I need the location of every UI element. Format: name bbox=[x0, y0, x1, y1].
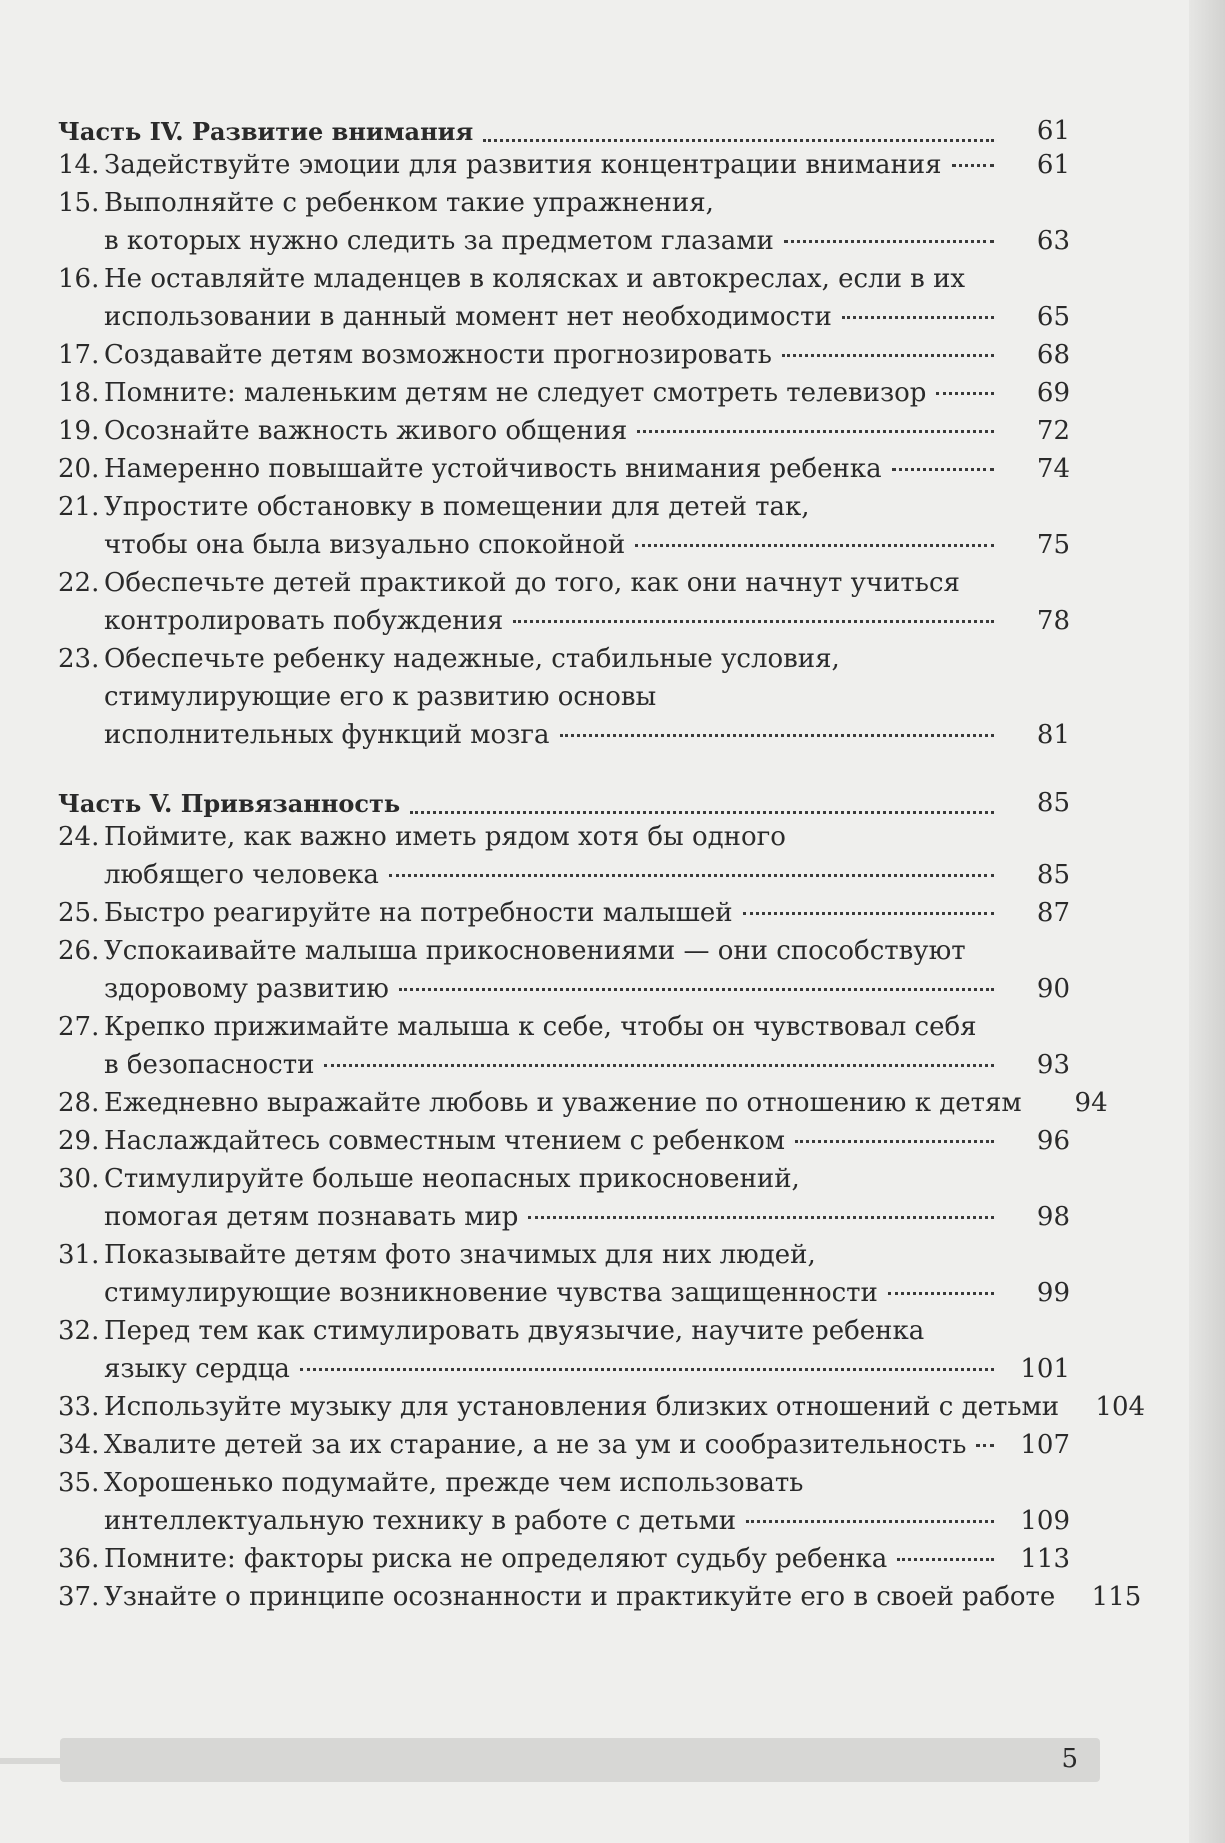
dot-leader bbox=[897, 1554, 994, 1561]
entry-page-number: 101 bbox=[1020, 1354, 1070, 1384]
entry-number: 15. bbox=[58, 188, 100, 218]
entry-title-line: Используйте музыку для установления близких отношений с детьми bbox=[104, 1392, 1060, 1422]
dot-leader bbox=[528, 1212, 994, 1219]
entry-number: 31. bbox=[58, 1240, 100, 1270]
toc-entry bbox=[58, 640, 1070, 754]
entry-title-line: Наслаждайтесь совместным чтением с ребенком bbox=[104, 1126, 786, 1156]
entry-page-number: 69 bbox=[1036, 378, 1070, 408]
entry-page-number: 74 bbox=[1036, 454, 1070, 484]
toc-entry bbox=[58, 1312, 1070, 1388]
dot-leader bbox=[936, 388, 994, 395]
toc-entry bbox=[58, 564, 1070, 640]
entry-title-line: Узнайте о принципе осознанности и практикуйте его в своей работе bbox=[104, 1582, 1056, 1612]
entry-number: 26. bbox=[58, 936, 100, 966]
entry-title-line: использовании в данный момент нет необходимости bbox=[104, 302, 832, 332]
entry-number: 28. bbox=[58, 1088, 100, 1118]
toc-entry bbox=[58, 1426, 1070, 1464]
entry-title-line: Хвалите детей за их старание, а не за ум и сообразительность bbox=[104, 1430, 967, 1460]
part-page-number: 85 bbox=[1036, 788, 1070, 818]
dot-leader bbox=[324, 1060, 994, 1067]
part-page-number: 61 bbox=[1036, 116, 1070, 146]
entry-number: 32. bbox=[58, 1316, 100, 1346]
entry-number: 27. bbox=[58, 1012, 100, 1042]
dot-leader bbox=[410, 807, 994, 814]
entry-number: 19. bbox=[58, 416, 100, 446]
entry-page-number: 113 bbox=[1020, 1544, 1070, 1574]
entry-page-number: 98 bbox=[1036, 1202, 1070, 1232]
entry-title-line: интеллектуальную технику в работе с детьми bbox=[104, 1506, 737, 1536]
toc-entry bbox=[58, 260, 1070, 336]
entry-page-number: 75 bbox=[1036, 530, 1070, 560]
entry-page-number: 78 bbox=[1036, 606, 1070, 636]
entry-page-number: 104 bbox=[1095, 1392, 1146, 1422]
toc-entry bbox=[58, 336, 1070, 374]
entry-page-number: 72 bbox=[1036, 416, 1070, 446]
entry-number: 29. bbox=[58, 1126, 100, 1156]
entry-title-line: Крепко прижимайте малыша к себе, чтобы он чувствовал себя bbox=[104, 1012, 977, 1042]
page-edge bbox=[1189, 0, 1225, 1843]
toc-entry bbox=[58, 1160, 1070, 1236]
entry-page-number: 109 bbox=[1020, 1506, 1070, 1536]
entry-number: 23. bbox=[58, 644, 100, 674]
dot-leader bbox=[952, 160, 994, 167]
dot-leader bbox=[389, 870, 994, 877]
entry-page-number: 61 bbox=[1036, 150, 1070, 180]
entry-title-line: Успокаивайте малыша прикосновениями — они способствуют bbox=[104, 936, 966, 966]
entry-number: 37. bbox=[58, 1582, 100, 1612]
entry-title-line: Осознайте важность живого общения bbox=[104, 416, 628, 446]
dot-leader bbox=[483, 135, 994, 142]
toc-entry bbox=[58, 1464, 1070, 1540]
entry-number: 24. bbox=[58, 822, 100, 852]
toc-part-heading bbox=[58, 780, 1070, 818]
entry-title-line: стимулирующие возникновение чувства защищенности bbox=[104, 1278, 878, 1308]
entry-number: 21. bbox=[58, 492, 100, 522]
entry-number: 25. bbox=[58, 898, 100, 928]
table-of-contents bbox=[58, 108, 1146, 1616]
entry-title-line: Обеспечьте детей практикой до того, как они начнут учиться bbox=[104, 568, 960, 598]
entry-title-line: исполнительных функций мозга bbox=[104, 720, 550, 750]
entry-page-number: 65 bbox=[1036, 302, 1070, 332]
toc-entry bbox=[58, 1388, 1146, 1426]
entry-title-line: Хорошенько подумайте, прежде чем использовать bbox=[104, 1468, 804, 1498]
dot-leader bbox=[842, 312, 994, 319]
dot-leader bbox=[795, 1136, 994, 1143]
entry-title-line: в безопасности bbox=[104, 1050, 315, 1080]
toc-entry bbox=[58, 374, 1070, 412]
toc-entry bbox=[58, 1122, 1070, 1160]
entry-title-line: Помните: факторы риска не определяют судьбу ребенка bbox=[104, 1544, 888, 1574]
entry-title-line: Показывайте детям фото значимых для них людей, bbox=[104, 1240, 816, 1270]
page-number: 5 bbox=[1061, 1744, 1078, 1774]
toc-entry bbox=[58, 1008, 1070, 1084]
entry-number: 30. bbox=[58, 1164, 100, 1194]
toc-entry bbox=[58, 184, 1070, 260]
entry-title-line: Помните: маленьким детям не следует смотреть телевизор bbox=[104, 378, 927, 408]
part-title: Часть V. Привязанность bbox=[58, 789, 401, 818]
entry-title-line: языку сердца bbox=[104, 1354, 290, 1384]
toc-entry bbox=[58, 488, 1070, 564]
entry-page-number: 93 bbox=[1036, 1050, 1070, 1080]
dot-leader bbox=[300, 1364, 994, 1371]
entry-title-line: Быстро реагируйте на потребности малышей bbox=[104, 898, 733, 928]
dot-leader bbox=[782, 350, 994, 357]
entry-number: 16. bbox=[58, 264, 100, 294]
toc-part-heading bbox=[58, 108, 1070, 146]
entry-title-line: контролировать побуждения bbox=[104, 606, 504, 636]
entry-page-number: 85 bbox=[1036, 860, 1070, 890]
entry-page-number: 63 bbox=[1036, 226, 1070, 256]
entry-title-line: Создавайте детям возможности прогнозировать bbox=[104, 340, 772, 370]
entry-page-number: 99 bbox=[1036, 1278, 1070, 1308]
toc-entry bbox=[58, 450, 1070, 488]
dot-leader bbox=[635, 540, 994, 547]
entry-page-number: 107 bbox=[1020, 1430, 1070, 1460]
entry-title-line: Перед тем как стимулировать двуязычие, научите ребенка bbox=[104, 1316, 925, 1346]
entry-title-line: Намеренно повышайте устойчивость внимания ребенка bbox=[104, 454, 882, 484]
entry-number: 20. bbox=[58, 454, 100, 484]
toc-entry bbox=[58, 1084, 1108, 1122]
entry-number: 34. bbox=[58, 1430, 100, 1460]
toc-entry bbox=[58, 932, 1070, 1008]
page-footer bbox=[60, 1738, 1100, 1782]
entry-title-line: Поймите, как важно иметь рядом хотя бы одного bbox=[104, 822, 786, 852]
part-title: Часть IV. Развитие внимания bbox=[58, 117, 474, 146]
entry-title-line: Стимулируйте больше неопасных прикосновений, bbox=[104, 1164, 800, 1194]
entry-page-number: 81 bbox=[1036, 720, 1070, 750]
entry-number: 33. bbox=[58, 1392, 100, 1422]
entry-title-line: в которых нужно следить за предметом глазами bbox=[104, 226, 774, 256]
entry-page-number: 68 bbox=[1036, 340, 1070, 370]
toc-entry bbox=[58, 1540, 1070, 1578]
entry-title-line: чтобы она была визуально спокойной bbox=[104, 530, 626, 560]
entry-title-line: стимулирующие его к развитию основы bbox=[104, 682, 657, 712]
dot-leader bbox=[399, 984, 994, 991]
dot-leader bbox=[513, 616, 994, 623]
dot-leader bbox=[560, 730, 995, 737]
entry-title-line: Обеспечьте ребенку надежные, стабильные условия, bbox=[104, 644, 840, 674]
toc-entry bbox=[58, 146, 1070, 184]
dot-leader bbox=[892, 464, 994, 471]
dot-leader bbox=[637, 426, 994, 433]
entry-title-line: Упростите обстановку в помещении для детей так, bbox=[104, 492, 810, 522]
dot-leader bbox=[746, 1516, 994, 1523]
toc-entry bbox=[58, 894, 1070, 932]
entry-page-number: 90 bbox=[1036, 974, 1070, 1004]
entry-title-line: Задействуйте эмоции для развития концентрации внимания bbox=[104, 150, 942, 180]
entry-page-number: 96 bbox=[1036, 1126, 1070, 1156]
entry-title-line: здоровому развитию bbox=[104, 974, 389, 1004]
toc-entry bbox=[58, 1578, 1142, 1616]
entry-title-line: Ежедневно выражайте любовь и уважение по отношению к детям bbox=[104, 1088, 1022, 1118]
toc-entry bbox=[58, 818, 1070, 894]
entry-title-line: помогая детям познавать мир bbox=[104, 1202, 519, 1232]
dot-leader bbox=[976, 1440, 994, 1447]
entry-number: 35. bbox=[58, 1468, 100, 1498]
entry-page-number: 115 bbox=[1091, 1582, 1142, 1612]
entry-title-line: Выполняйте с ребенком такие упражнения, bbox=[104, 188, 714, 218]
entry-page-number: 94 bbox=[1074, 1088, 1108, 1118]
dot-leader bbox=[743, 908, 994, 915]
entry-title-line: любящего человека bbox=[104, 860, 379, 890]
footer-rule bbox=[0, 1758, 62, 1764]
toc-entry bbox=[58, 412, 1070, 450]
entry-number: 22. bbox=[58, 568, 100, 598]
entry-number: 14. bbox=[58, 150, 100, 180]
dot-leader bbox=[888, 1288, 994, 1295]
toc-entry bbox=[58, 1236, 1070, 1312]
entry-number: 17. bbox=[58, 340, 100, 370]
entry-number: 18. bbox=[58, 378, 100, 408]
entry-title-line: Не оставляйте младенцев в колясках и автокреслах, если в их bbox=[104, 264, 966, 294]
entry-number: 36. bbox=[58, 1544, 100, 1574]
entry-page-number: 87 bbox=[1036, 898, 1070, 928]
dot-leader bbox=[784, 236, 994, 243]
